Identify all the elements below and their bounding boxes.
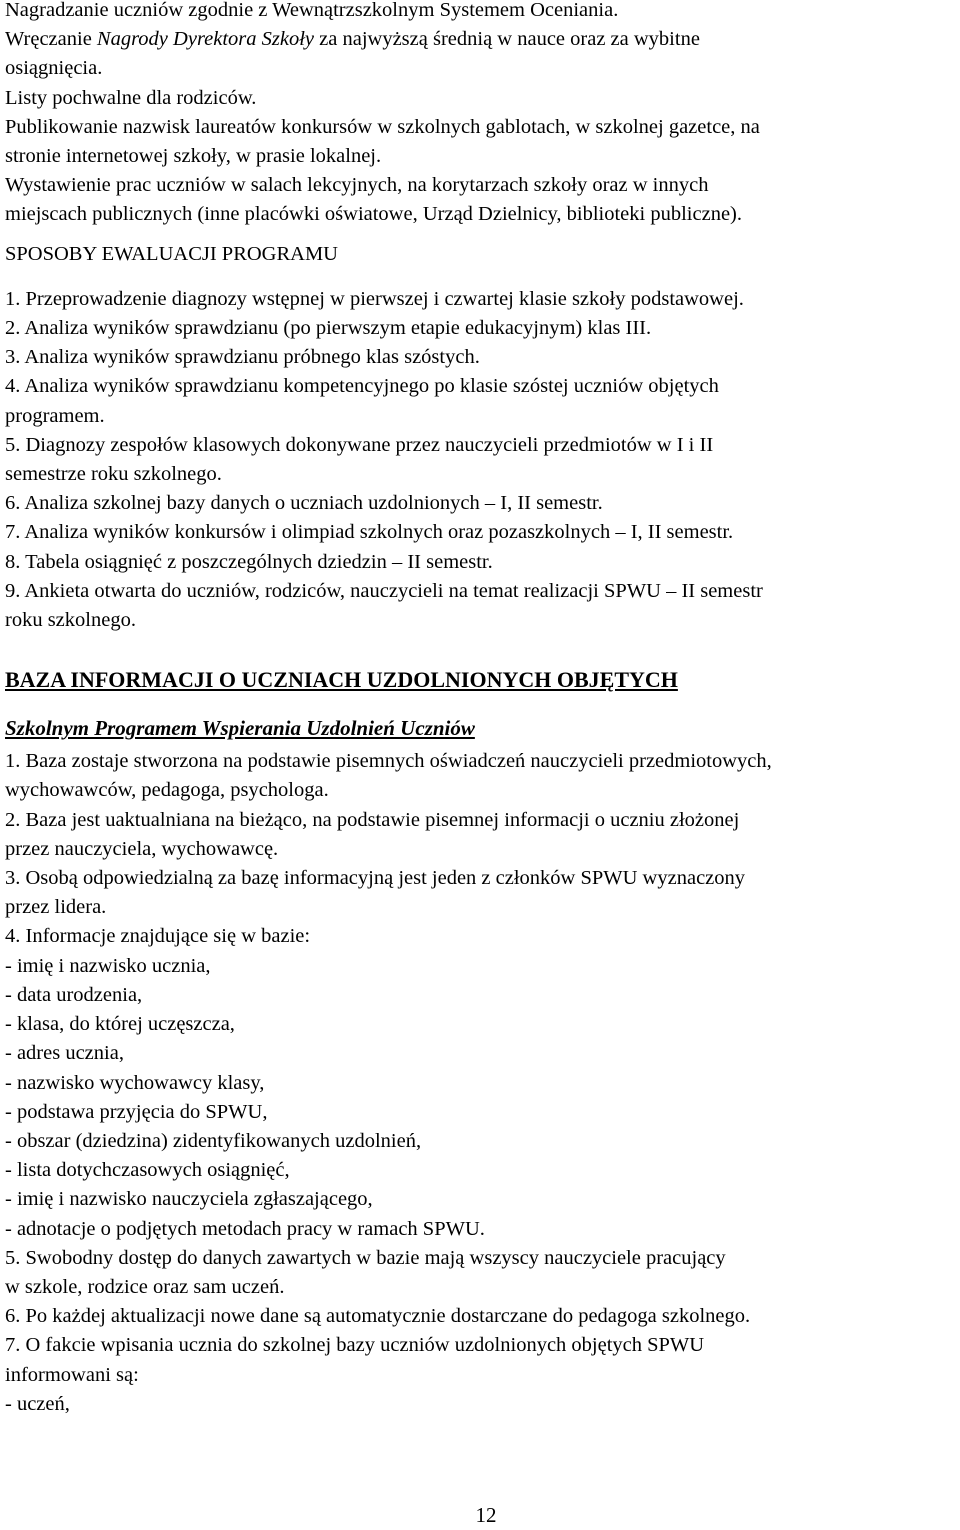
- intro-line: miejscach publicznych (inne placówki oświatowe, Urząd Dzielnicy, biblioteki publiczne).: [5, 203, 742, 226]
- evaluation-item: 2. Analiza wyników sprawdzianu (po pierwszym etapie edukacyjnym) klas III.: [5, 317, 652, 340]
- database-line: - uczeń,: [5, 1392, 70, 1415]
- evaluation-item: roku szkolnego.: [5, 609, 136, 632]
- database-section: [5, 665, 955, 1419]
- intro-line: Nagradzanie uczniów zgodnie z Wewnątrzszkolnym Systemem Oceniania.: [5, 0, 619, 21]
- database-line: przez lidera.: [5, 896, 107, 919]
- database-line: 5. Swobodny dostęp do danych zawartych w bazie mają wszyscy nauczyciele pracujący: [5, 1246, 726, 1269]
- intro-line: Wręczanie Nagrody Dyrektora Szkoły za najwyższą średnią w nauce oraz za wybitne: [5, 28, 700, 51]
- database-line: - data urodzenia,: [5, 983, 143, 1006]
- evaluation-item: 3. Analiza wyników sprawdzianu próbnego klas szóstych.: [5, 346, 480, 369]
- database-line: 4. Informacje znajdujące się w bazie:: [5, 925, 311, 948]
- intro-line: osiągnięcia.: [5, 57, 103, 80]
- database-heading: BAZA INFORMACJI O UCZNIACH UZDOLNIONYCH OBJĘTYCH: [5, 667, 678, 693]
- intro-section: [5, 0, 955, 230]
- intro-line: Publikowanie nazwisk laureatów konkursów w szkolnych gablotach, w szkolnej gazetce, na: [5, 115, 760, 138]
- evaluation-item: 9. Ankieta otwarta do uczniów, rodziców, nauczycieli na temat realizacji SPWU – II semestr: [5, 579, 763, 602]
- document-page: [5, 0, 955, 1419]
- database-line: przez nauczyciela, wychowawcę.: [5, 837, 279, 860]
- database-line: - podstawa przyjęcia do SPWU,: [5, 1100, 268, 1123]
- evaluation-item: programem.: [5, 404, 105, 427]
- database-line: - imię i nazwisko nauczyciela zgłaszającego,: [5, 1188, 373, 1211]
- evaluation-section: [5, 240, 955, 636]
- database-line: 1. Baza zostaje stworzona na podstawie pisemnych oświadczeń nauczycieli przedmiotowych,: [5, 750, 772, 773]
- database-line: - adnotacje o podjętych metodach pracy w ramach SPWU.: [5, 1217, 485, 1240]
- database-line: wychowawców, pedagoga, psychologa.: [5, 779, 329, 802]
- database-line: w szkole, rodzice oraz sam uczeń.: [5, 1275, 285, 1298]
- intro-line: stronie internetowej szkoły, w prasie lokalnej.: [5, 145, 382, 168]
- evaluation-item: semestrze roku szkolnego.: [5, 463, 222, 486]
- intro-line: Wystawienie prac uczniów w salach lekcyjnych, na korytarzach szkoły oraz w innych: [5, 174, 709, 197]
- evaluation-heading: SPOSOBY EWALUACJI PROGRAMU: [5, 242, 338, 265]
- evaluation-item: 1. Przeprowadzenie diagnozy wstępnej w pierwszej i czwartej klasie szkoły podstawowej.: [5, 287, 744, 310]
- evaluation-item: 6. Analiza szkolnej bazy danych o uczniach uzdolnionych – I, II semestr.: [5, 492, 603, 515]
- database-line: - imię i nazwisko ucznia,: [5, 954, 211, 977]
- evaluation-item: 8. Tabela osiągnięć z poszczególnych dziedzin – II semestr.: [5, 550, 493, 573]
- evaluation-item: 4. Analiza wyników sprawdzianu kompetencyjnego po klasie szóstej uczniów objętych: [5, 375, 719, 398]
- page-number: 12: [475, 1503, 497, 1527]
- database-line: - klasa, do której uczęszcza,: [5, 1013, 235, 1036]
- evaluation-item: 5. Diagnozy zespołów klasowych dokonywane przez nauczycieli przedmiotów w I i II: [5, 433, 714, 456]
- database-line: - adres ucznia,: [5, 1042, 124, 1065]
- intro-line: Listy pochwalne dla rodziców.: [5, 86, 257, 109]
- database-line: 3. Osobą odpowiedzialną za bazę informacyjną jest jeden z członków SPWU wyznaczony: [5, 867, 746, 890]
- database-line: - nazwisko wychowawcy klasy,: [5, 1071, 265, 1094]
- evaluation-item: 7. Analiza wyników konkursów i olimpiad szkolnych oraz pozaszkolnych – I, II semestr.: [5, 521, 734, 544]
- database-line: 6. Po każdej aktualizacji nowe dane są automatycznie dostarczane do pedagoga szkolnego.: [5, 1305, 751, 1328]
- database-line: 2. Baza jest uaktualniana na bieżąco, na podstawie pisemnej informacji o uczniu złożonej: [5, 808, 740, 831]
- database-line: - lista dotychczasowych osiągnięć,: [5, 1159, 290, 1182]
- database-line: informowani są:: [5, 1363, 139, 1386]
- database-line: - obszar (dziedzina) zidentyfikowanych uzdolnień,: [5, 1129, 422, 1152]
- database-line: 7. O fakcie wpisania ucznia do szkolnej bazy uczniów uzdolnionych objętych SPWU: [5, 1334, 705, 1357]
- database-subheading: Szkolnym Programem Wspierania Uzdolnień Uczniów: [5, 716, 475, 741]
